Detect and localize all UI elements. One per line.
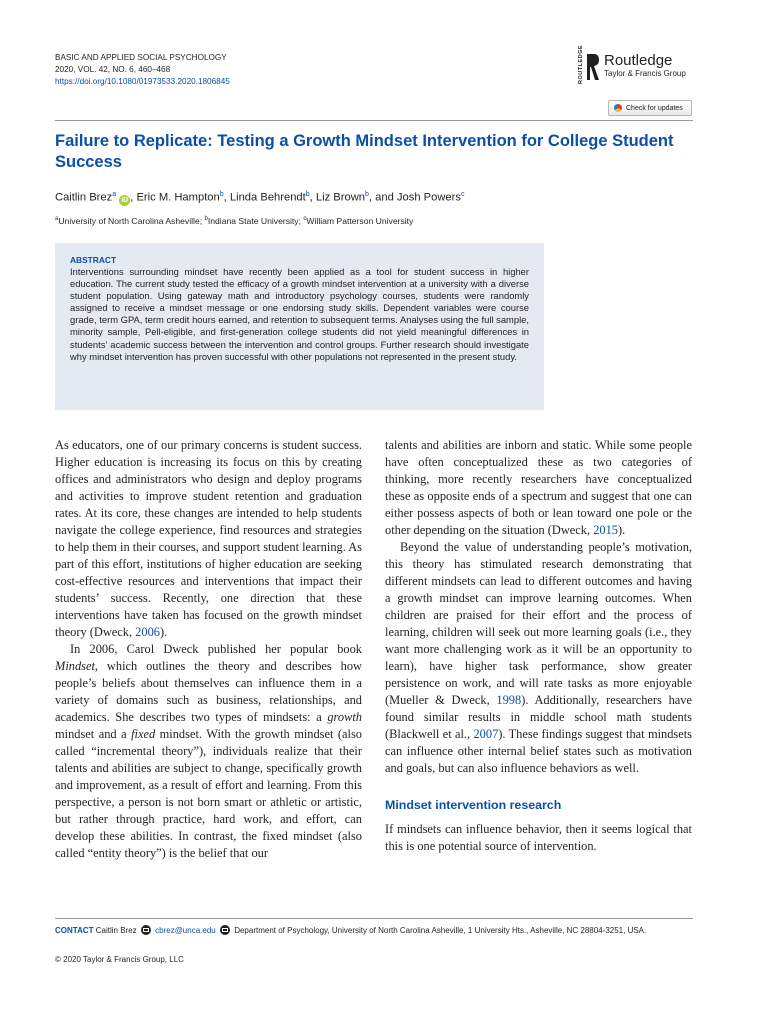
- italic-term: Mindset: [55, 659, 95, 673]
- author-affil-sup: b: [219, 191, 224, 198]
- publisher-name: Routledge: [604, 52, 673, 69]
- author-separator: ,: [309, 191, 316, 204]
- crossmark-icon: [614, 104, 622, 112]
- text-run: ). These findings suggest that mindsets can influence other internal belief states such as motivation and goals, but can also influence behaviors as well.: [385, 727, 693, 775]
- footer-divider: [55, 918, 693, 919]
- text-run: As educators, one of our primary concerns is student success. Higher education is increasing its focus on this by creating offices and administrators who design and deploy programs and activities to improve student retention and graduation rates. At its core, these changes are intended to help students navigate the college experience, find resources and strategies to help them in their courses, and support student learning. As part of this effort, institutions of higher education are seeking cost-effective resources and interventions that impact their students’ success. Recently, one direction that these interventions have taken has focused on the growth mindset theory (Dweck,: [55, 438, 362, 639]
- affiliation: William Patterson University: [306, 215, 414, 226]
- contact-address: Department of Psychology, University of North Carolina Asheville, 1 University Hts., Asheville, NC 28804-3251, USA.: [234, 926, 647, 935]
- body-paragraph: [55, 437, 362, 641]
- author-list: [55, 187, 695, 206]
- author-separator: ,: [223, 191, 230, 204]
- check-for-updates-button[interactable]: [608, 100, 692, 116]
- author-separator: ,: [130, 191, 137, 204]
- affiliation: University of North Carolina Asheville;: [58, 215, 205, 226]
- abstract-text: Interventions surrounding mindset have recently been applied as a tool for student success in higher education. The current study tested the efficacy of a growth mindset intervention at a university with a diverse student population. Using gateway math and introductory psychology courses, students were randomly assigned to receive a mindset message or one endorsing study skills. Dependent variables were course grade, term GPA, term credit hours earned, and retention to subsequent terms. Analyses using the full sample, minority sample, Pell-eligible, and first-generation college students did not yield meaningful differences in students’ academic success between the intervention and control groups. Further research should investigate why mindset intervention has proven successful with other populations not represented in the present study.: [70, 266, 529, 362]
- text-run: ).: [159, 625, 168, 639]
- body-paragraph: [385, 437, 692, 539]
- abstract-heading: ABSTRACT: [70, 255, 117, 265]
- author-affil-sup: b: [305, 191, 310, 198]
- citation-link[interactable]: 2007: [473, 727, 499, 741]
- text-run: talents and abilities are inborn and static. While some people have often conceptualized these as two categories of thinking, more recently researchers have conceptualized these as opposite ends of a spectrum and suggest that one can either possess aspects of both or lean toward one pole or the other depending on the situation (Dweck,: [385, 438, 692, 537]
- author-name[interactable]: Eric M. Hampton: [136, 191, 220, 204]
- email-link[interactable]: cbrez@unca.edu: [155, 926, 216, 935]
- author-name[interactable]: Caitlin Brez: [55, 191, 113, 204]
- journal-volume: 2020, VOL. 42, NO. 6, 460–468: [55, 65, 171, 74]
- author-name[interactable]: Josh Powers: [396, 191, 461, 204]
- author-affil-sup: a: [112, 191, 117, 198]
- italic-term: growth: [327, 710, 362, 724]
- article-title: Failure to Replicate: Testing a Growth Mindset Intervention for College Student Success: [55, 132, 674, 171]
- author-separator: , and: [368, 191, 397, 204]
- text-run: ).: [617, 523, 626, 537]
- affil-sup: c: [303, 216, 307, 222]
- text-run: , which outlines the theory and describes how people’s beliefs about themselves can influence them in a variety of domains such as business, relationships, and academics. She describes two types of mindsets: a: [55, 659, 362, 724]
- author-affil-sup: b: [365, 191, 369, 198]
- text-run: Beyond the value of understanding people’s motivation, this theory has stimulated research demonstrating that different mindsets can lead to different outcomes and having a growth mindset can improve learning outcomes. When children are praised for their effort and the process of learning, children will seek out more learning goals (i.e., they want more challenging work as it will be an opportunity to learn), have higher task performance, show greater persistence on work, and will rate tasks as more enjoyable (Mueller & Dweck,: [385, 540, 692, 707]
- publisher-subtitle: Taylor & Francis Group: [604, 69, 686, 78]
- logo-side-text: ROUTLEDGE: [578, 44, 584, 84]
- italic-term: fixed: [131, 727, 156, 741]
- copyright: © 2020 Taylor & Francis Group, LLC: [55, 955, 184, 964]
- citation-link[interactable]: 2006: [135, 625, 160, 639]
- section-heading: Mindset intervention research: [385, 798, 562, 812]
- body-paragraph: [385, 539, 692, 777]
- check-updates-label: Check for updates: [626, 104, 683, 112]
- author-name[interactable]: Linda Behrendt: [229, 191, 306, 204]
- author-affil-sup: c: [460, 191, 465, 198]
- affiliations: [55, 213, 695, 227]
- citation-link[interactable]: 1998: [496, 693, 522, 707]
- body-column-left: [55, 437, 362, 862]
- journal-header: [55, 52, 230, 88]
- body-paragraph: [55, 641, 362, 862]
- text-run: mindset and a: [55, 727, 132, 741]
- publisher-logo[interactable]: [578, 44, 686, 84]
- abstract-box: [55, 243, 544, 410]
- text-run: ). Additionally, researchers have found similar results in middle school math students (Blackwell et al.,: [385, 693, 692, 741]
- address-icon: [220, 925, 230, 935]
- contact-info: [55, 925, 695, 936]
- text-run: mindset. With the growth mindset (also called “incremental theory”), individuals realize that their talents and abilities are subject to change, specifically growth and improvement, as a result of effort and learning. From this perspective, a person is not born smart or athletic or artistic, but rather through practice, hard work, and effort, can develop these abilities. In contrast, the fixed mindset (also called “entity theory”) is the belief that our: [55, 727, 362, 860]
- header-divider: [55, 120, 693, 121]
- journal-name: BASIC AND APPLIED SOCIAL PSYCHOLOGY: [55, 53, 227, 62]
- body-paragraph: If mindsets can influence behavior, then it seems logical that this is one potential source of intervention.: [385, 822, 692, 853]
- affil-sup: b: [204, 216, 208, 222]
- text-run: In 2006, Carol Dweck published her popular book: [70, 642, 362, 656]
- affil-sup: a: [55, 216, 59, 222]
- contact-name: Caitlin Brez: [95, 926, 137, 935]
- doi-link[interactable]: https://doi.org/10.1080/01973533.2020.1806845: [55, 77, 230, 86]
- citation-link[interactable]: 2015: [593, 523, 618, 537]
- routledge-logo-icon: [586, 52, 600, 82]
- orcid-icon[interactable]: iD: [121, 196, 129, 204]
- author-name[interactable]: Liz Brown: [315, 191, 366, 204]
- contact-label: CONTACT: [55, 926, 94, 935]
- affiliation: Indiana State University;: [207, 215, 304, 226]
- body-column-right: [385, 437, 692, 855]
- email-icon: [141, 925, 151, 935]
